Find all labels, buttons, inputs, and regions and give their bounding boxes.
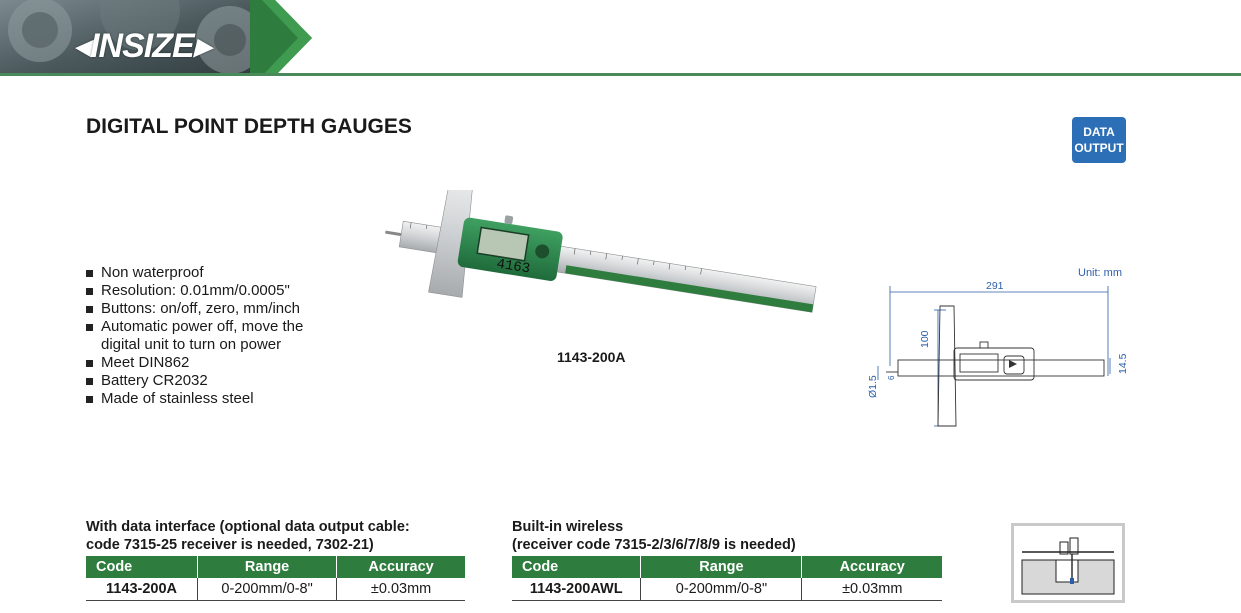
depth-measurement-icon [1014,526,1122,600]
table-row [512,578,942,601]
dim-small: 6 [887,375,896,380]
bullet-icon [86,324,93,331]
bullet-icon [86,360,93,367]
feature-item: Battery CR2032 [86,372,346,390]
feature-item: Resolution: 0.01mm/0.0005" [86,282,346,300]
dim-pin: Ø1.5 [867,375,879,398]
dim-length: 291 [986,280,1004,292]
product-image [376,190,826,350]
bullet-icon [86,270,93,277]
header-divider [0,73,1241,76]
technical-drawing [864,276,1134,436]
spec-table-data-interface [86,556,465,601]
col-header-range: Range [198,556,337,578]
bullet-icon [86,306,93,313]
feature-item: Made of stainless steel [86,390,346,408]
lcd-readout: 4163 [495,256,532,278]
dim-height: 100 [919,330,931,348]
data-output-badge [1072,117,1126,163]
logo-text: INSIZE [90,27,194,65]
table1-title: With data interface (optional data output cable: code 7315-25 receiver is needed, 7302-21) [86,519,410,553]
col-header-range: Range [641,556,802,578]
badge-line2: OUTPUT [1074,141,1124,155]
cell-accuracy: ±0.03mm [337,578,465,601]
product-model-label: 1143-200A [557,349,626,365]
feature-list [86,264,346,408]
brand-logo[interactable] [74,28,210,64]
feature-item: Non waterproof [86,264,346,282]
application-thumbnail [1011,523,1125,603]
page-title: DIGITAL POINT DEPTH GAUGES [86,115,412,138]
bullet-icon [86,396,93,403]
cell-range: 0-200mm/0-8" [198,578,337,601]
feature-item: Buttons: on/off, zero, mm/inch [86,300,346,318]
cell-range: 0-200mm/0-8" [641,578,802,601]
table2-title: Built-in wireless (receiver code 7315-2/3/6/7/8/9 is needed) [512,519,796,553]
logo-arrow-left-icon: ◂ [74,27,91,65]
col-header-accuracy: Accuracy [802,556,942,578]
drawing-arrow-icon [1009,360,1017,368]
bullet-icon [86,378,93,385]
dim-thickness: 14.5 [1117,353,1129,374]
feature-item: Automatic power off, move the digital unit to turn on power [86,318,346,354]
col-header-code: Code [512,556,641,578]
cell-code: 1143-200A [86,578,198,601]
bullet-icon [86,288,93,295]
badge-line1: DATA [1083,125,1115,139]
table-row [86,578,465,601]
spec-table-wireless [512,556,942,601]
col-header-code: Code [86,556,198,578]
col-header-accuracy: Accuracy [337,556,465,578]
unit-label: Unit: mm [1078,267,1122,279]
cell-accuracy: ±0.03mm [802,578,942,601]
logo-arrow-right-icon: ▸ [193,27,210,65]
feature-item: Meet DIN862 [86,354,346,372]
cell-code: 1143-200AWL [512,578,641,601]
